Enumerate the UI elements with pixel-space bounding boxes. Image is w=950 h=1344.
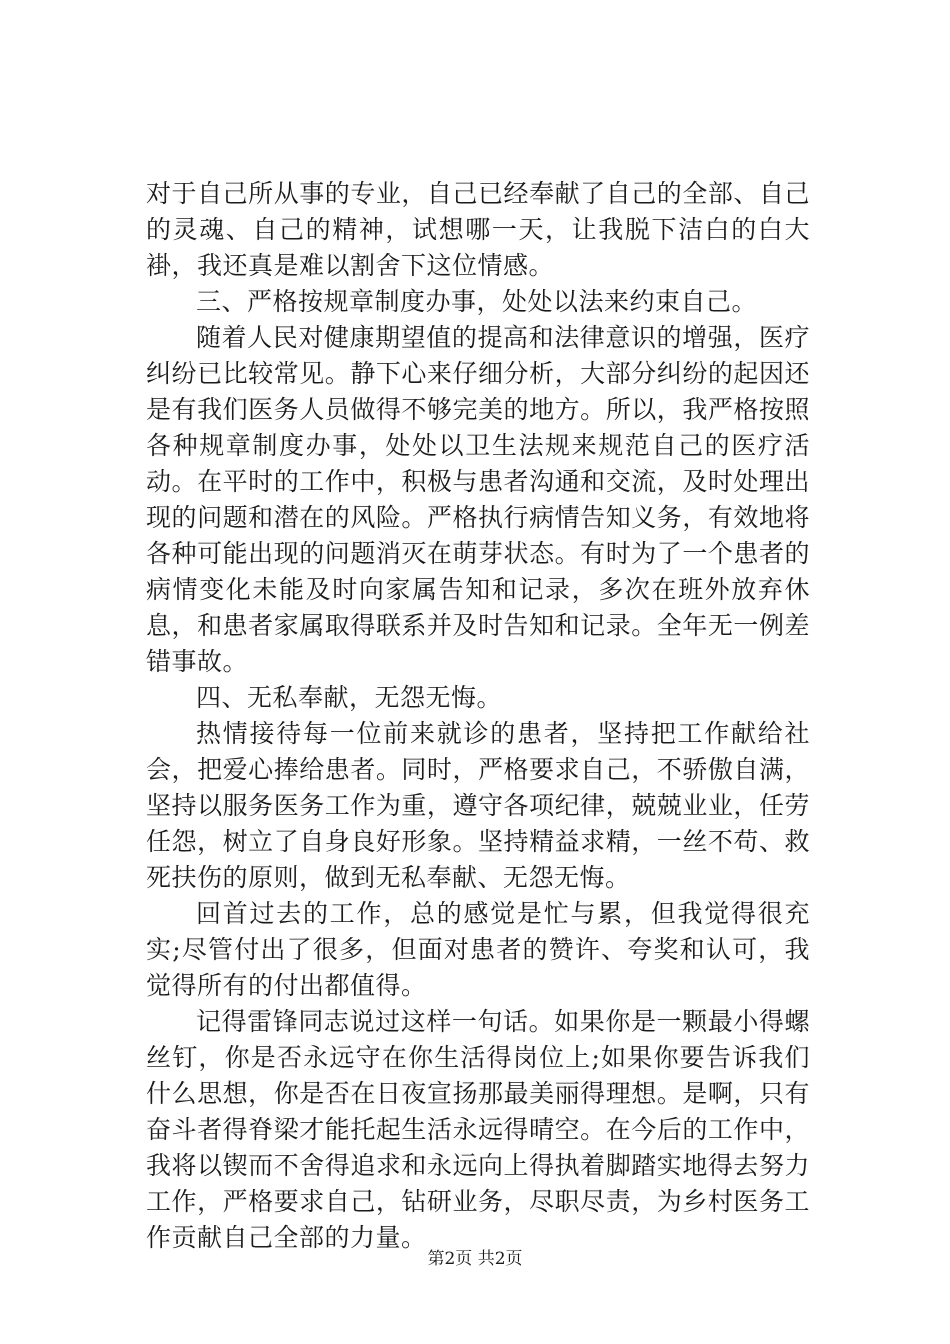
paragraph-1: 对于自己所从事的专业，自己已经奉献了自己的全部、自己的灵魂、自己的精神，试想哪一天，让我脱下洁白的白大褂，我还真是难以割舍下这位情感。 bbox=[146, 179, 810, 280]
page-footer: 第2页 共2页 bbox=[427, 1249, 523, 1269]
section-heading-3: 三、严格按规章制度办事，处处以法来约束自己。 bbox=[196, 287, 758, 316]
paragraph-6: 回首过去的工作，总的感觉是忙与累，但我觉得很充实;尽管付出了很多，但面对患者的赞许、夸奖和认可，我觉得所有的付出都值得。 bbox=[146, 899, 810, 1000]
paragraph-3: 随着人民对健康期望值的提高和法律意识的增强，医疗纠纷已比较常见。静下心来仔细分析，大部分纠纷的起因还是有我们医务人员做得不够完美的地方。所以，我严格按照各种规章制度办事，处处以卫生法规来规范自己的医疗活动。在平时的工作中，积极与患者沟通和交流，及时处理出现的问题和潜在的风险。严格执行病情告知义务，有效地将各种可能出现的问题消灭在萌芽状态。有时为了一个患者的病情变化未能及时向家属告知和记录，多次在班外放弃休息，和患者家属取得联系并及时告知和记录。全年无一例差错事故。 bbox=[146, 323, 810, 676]
paragraph-7: 记得雷锋同志说过这样一句话。如果你是一颗最小得螺丝钉，你是否永远守在你生活得岗位上;如果你要告诉我们什么思想，你是否在日夜宣扬那最美丽得理想。是啊，只有奋斗者得脊梁才能托起生活永远得晴空。在今后的工作中，我将以锲而不舍得追求和永远向上得执着脚踏实地得去努力工作，严格要求自己，钻研业务，尽职尽责，为乡村医务工作贡献自己全部的力量。 bbox=[146, 1007, 810, 1252]
section-heading-4: 四、无私奉献，无怨无悔。 bbox=[196, 683, 503, 712]
paragraph-5: 热情接待每一位前来就诊的患者，坚持把工作献给社会，把爱心捧给患者。同时，严格要求自己，不骄傲自满，坚持以服务医务工作为重，遵守各项纪律，兢兢业业，任劳任怨，树立了自身良好形象。坚持精益求精，一丝不苟、救死扶伤的原则，做到无私奉献、无怨无悔。 bbox=[146, 719, 810, 892]
document-body bbox=[146, 176, 810, 1256]
